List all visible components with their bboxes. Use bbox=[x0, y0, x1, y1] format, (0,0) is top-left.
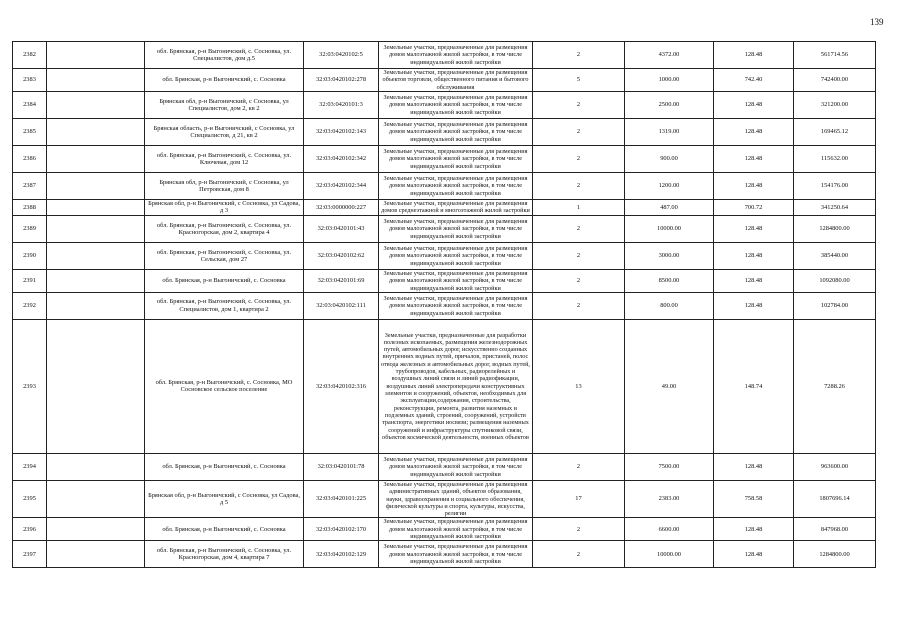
table-row bbox=[13, 172, 876, 199]
cadastral-number-cell: 32:03:0420102:111 bbox=[304, 292, 379, 319]
empty-cell bbox=[47, 172, 145, 199]
table-row bbox=[13, 42, 876, 69]
cadastral-number-cell: 32:03:0420102:342 bbox=[304, 145, 379, 172]
row-number-cell: 2383 bbox=[13, 69, 47, 92]
empty-cell bbox=[47, 242, 145, 269]
cadastral-number-cell: 32:03:0420101:69 bbox=[304, 269, 379, 292]
cadastral-value-cell: 847968.00 bbox=[794, 518, 876, 541]
empty-cell bbox=[47, 91, 145, 118]
land-use-cell: Земельные участки, предназначенные для размещения домов малоэтажной жилой застройки, в том числе индивидуальной жилой застройки bbox=[379, 242, 533, 269]
area-cell: 900.00 bbox=[625, 145, 714, 172]
cadastral-value-cell: 169465.12 bbox=[794, 118, 876, 145]
empty-cell bbox=[47, 69, 145, 92]
table-row bbox=[13, 480, 876, 518]
cadastral-value-cell: 341250.64 bbox=[794, 199, 876, 215]
address-cell: обл. Брянская, р-н Выгоничский, с. Сосновка bbox=[145, 269, 304, 292]
land-use-cell: Земельные участки, предназначенные для размещения объектов торговли, общественного питания и бытового обслуживания bbox=[379, 69, 533, 92]
specific-value-cell: 128.48 bbox=[714, 118, 794, 145]
table-row bbox=[13, 518, 876, 541]
cadastral-number-cell: 32:03:0420102:170 bbox=[304, 518, 379, 541]
cadastral-value-cell: 742400.00 bbox=[794, 69, 876, 92]
group-cell: 2 bbox=[533, 292, 625, 319]
specific-value-cell: 128.48 bbox=[714, 242, 794, 269]
address-cell: обл. Брянская, р-н Выгоничский, с. Сосновка, МО Сосновское сельское поселение bbox=[145, 319, 304, 453]
group-cell: 17 bbox=[533, 480, 625, 518]
address-cell: обл. Брянская, р-н Выгоничский, с. Сосновка, ул. Сельская, дом 27 bbox=[145, 242, 304, 269]
cadastral-number-cell: 32:03:0420102:316 bbox=[304, 319, 379, 453]
group-cell: 2 bbox=[533, 215, 625, 242]
group-cell: 2 bbox=[533, 145, 625, 172]
row-number-cell: 2396 bbox=[13, 518, 47, 541]
group-cell: 2 bbox=[533, 269, 625, 292]
address-cell: Брянская область, р-н Выгоничский, с Сосновка, ул Специалистов, д 21, кв 2 bbox=[145, 118, 304, 145]
cadastral-value-cell: 1807696.14 bbox=[794, 480, 876, 518]
address-cell: Брянская обл, р-н Выгоничский, с Сосновка, ул Садова, д 3 bbox=[145, 199, 304, 215]
cadastral-value-cell: 115632.00 bbox=[794, 145, 876, 172]
specific-value-cell: 128.48 bbox=[714, 172, 794, 199]
land-use-cell: Земельные участки, предназначенные для размещения домов малоэтажной жилой застройки, в том числе индивидуальной жилой застройки bbox=[379, 453, 533, 480]
specific-value-cell: 128.48 bbox=[714, 541, 794, 568]
specific-value-cell: 128.48 bbox=[714, 269, 794, 292]
table-row bbox=[13, 269, 876, 292]
cadastral-number-cell: 32:03:0420102:143 bbox=[304, 118, 379, 145]
specific-value-cell: 128.48 bbox=[714, 91, 794, 118]
land-use-cell: Земельные участки, предназначенные для разработки полезных ископаемых, размещения железнодорожных путей, автомобильных дорог, искусственно созданных внутренних водных путей, причалов, пристаней, полос отвода железных и автомобильных дорог, водных путей, трубопроводов, кабельных, радиорелейных и воздушных линий связи и линий радиофикации, воздушных линий электропередачи конструктивных элементов и сооружений, объектов, необходимых для эксплуатации,содержания, строительства, реконструкции, ремонта, развития наземных и подземных зданий, строений, сооружений, устройств транспорта, энергетики иосвязи; размещения наземных сооружений и инфраструктуры спутниковой связи, объектов космической деятельности, военных объектов bbox=[379, 319, 533, 453]
group-cell: 2 bbox=[533, 172, 625, 199]
cadastral-number-cell: 32:03:0420102:278 bbox=[304, 69, 379, 92]
table-row bbox=[13, 319, 876, 453]
area-cell: 2383.00 bbox=[625, 480, 714, 518]
area-cell: 4372.00 bbox=[625, 42, 714, 69]
cadastral-value-cell: 102784.00 bbox=[794, 292, 876, 319]
empty-cell bbox=[47, 269, 145, 292]
area-cell: 8500.00 bbox=[625, 269, 714, 292]
empty-cell bbox=[47, 480, 145, 518]
area-cell: 1000.00 bbox=[625, 69, 714, 92]
cadastral-number-cell: 32:03:0420102:62 bbox=[304, 242, 379, 269]
specific-value-cell: 148.74 bbox=[714, 319, 794, 453]
group-cell: 2 bbox=[533, 42, 625, 69]
row-number-cell: 2382 bbox=[13, 42, 47, 69]
empty-cell bbox=[47, 292, 145, 319]
cadastral-number-cell: 32:03:0420102:129 bbox=[304, 541, 379, 568]
cadastral-number-cell: 32:03:0420101:225 bbox=[304, 480, 379, 518]
address-cell: обл. Брянская, р-н Выгоничский, с. Сосновка bbox=[145, 518, 304, 541]
area-cell: 800.00 bbox=[625, 292, 714, 319]
cadastral-value-cell: 963600.00 bbox=[794, 453, 876, 480]
empty-cell bbox=[47, 541, 145, 568]
group-cell: 5 bbox=[533, 69, 625, 92]
cadastral-number-cell: 32:03:0420101:78 bbox=[304, 453, 379, 480]
address-cell: Брянская обл, р-н Выгоничский, с Сосновка, ул Садова, д 5 bbox=[145, 480, 304, 518]
cadastral-number-cell: 32:03:0420101:3 bbox=[304, 91, 379, 118]
table-row bbox=[13, 541, 876, 568]
cadastral-number-cell: 32:03:0420101:43 bbox=[304, 215, 379, 242]
cadastral-value-cell: 1284800.00 bbox=[794, 541, 876, 568]
specific-value-cell: 128.48 bbox=[714, 215, 794, 242]
specific-value-cell: 700.72 bbox=[714, 199, 794, 215]
row-number-cell: 2390 bbox=[13, 242, 47, 269]
cadastral-value-cell: 1092080.00 bbox=[794, 269, 876, 292]
group-cell: 2 bbox=[533, 518, 625, 541]
cadastral-value-cell: 321200.00 bbox=[794, 91, 876, 118]
cadastral-value-table bbox=[12, 41, 876, 568]
address-cell: обл. Брянская, р-н Выгоничский, с. Сосновка, ул. Ключевая, дом 12 bbox=[145, 145, 304, 172]
land-use-cell: Земельные участки, предназначенные для размещения домов малоэтажной жилой застройки, в том числе индивидуальной жилой застройки bbox=[379, 292, 533, 319]
cadastral-value-cell: 385440.00 bbox=[794, 242, 876, 269]
group-cell: 2 bbox=[533, 453, 625, 480]
row-number-cell: 2389 bbox=[13, 215, 47, 242]
area-cell: 10000.00 bbox=[625, 215, 714, 242]
land-use-cell: Земельные участки, предназначенные для размещения домов малоэтажной жилой застройки, в том числе индивидуальной жилой застройки bbox=[379, 91, 533, 118]
table-row bbox=[13, 91, 876, 118]
row-number-cell: 2393 bbox=[13, 319, 47, 453]
land-use-cell: Земельные участки, предназначенные для размещения домов малоэтажной жилой застройки, в том числе индивидуальной жилой застройки bbox=[379, 145, 533, 172]
row-number-cell: 2385 bbox=[13, 118, 47, 145]
empty-cell bbox=[47, 215, 145, 242]
specific-value-cell: 128.48 bbox=[714, 518, 794, 541]
area-cell: 3000.00 bbox=[625, 242, 714, 269]
land-use-cell: Земельные участки, предназначенные для размещения домов малоэтажной жилой застройки, в том числе индивидуальной жилой застройки bbox=[379, 269, 533, 292]
empty-cell bbox=[47, 145, 145, 172]
area-cell: 7500.00 bbox=[625, 453, 714, 480]
row-number-cell: 2394 bbox=[13, 453, 47, 480]
land-use-cell: Земельные участки, предназначенные для размещения домов малоэтажной жилой застройки, в том числе индивидуальной жилой застройки bbox=[379, 118, 533, 145]
land-use-cell: Земельные участки, предназначенные для размещения домов среднеэтажной и многоэтажной жилой застройки bbox=[379, 199, 533, 215]
cadastral-value-cell: 561714.56 bbox=[794, 42, 876, 69]
cadastral-value-cell: 154176.00 bbox=[794, 172, 876, 199]
group-cell: 2 bbox=[533, 541, 625, 568]
land-use-cell: Земельные участки, предназначенные для размещения домов малоэтажной жилой застройки, в том числе индивидуальной жилой застройки bbox=[379, 42, 533, 69]
group-cell: 13 bbox=[533, 319, 625, 453]
land-use-cell: Земельные участки, предназначенные для размещения домов малоэтажной жилой застройки, в том числе индивидуальной жилой застройки bbox=[379, 518, 533, 541]
land-use-cell: Земельные участки, предназначенные для размещения домов малоэтажной жилой застройки, в том числе индивидуальной жилой застройки bbox=[379, 541, 533, 568]
table-row bbox=[13, 215, 876, 242]
address-cell: обл. Брянская, р-н Выгоничский, с. Сосновка bbox=[145, 69, 304, 92]
row-number-cell: 2397 bbox=[13, 541, 47, 568]
group-cell: 2 bbox=[533, 91, 625, 118]
specific-value-cell: 758.58 bbox=[714, 480, 794, 518]
row-number-cell: 2392 bbox=[13, 292, 47, 319]
land-use-cell: Земельные участки, предназначенные для размещения домов малоэтажной жилой застройки, в том числе индивидуальной жилой застройки bbox=[379, 172, 533, 199]
group-cell: 1 bbox=[533, 199, 625, 215]
address-cell: Брянская обл, р-н Выгоничский, с Сосновка, ул Специалистов, дом 2, кв 2 bbox=[145, 91, 304, 118]
address-cell: обл. Брянская, р-н Выгоничский, с. Сосновка, ул. Красногорская, дом 4, квартира 7 bbox=[145, 541, 304, 568]
address-cell: обл. Брянская, р-н Выгоничский, с. Сосновка, ул. Специалистов, дом 1, квартира 2 bbox=[145, 292, 304, 319]
page-number: 139 bbox=[870, 17, 884, 27]
row-number-cell: 2386 bbox=[13, 145, 47, 172]
empty-cell bbox=[47, 453, 145, 480]
table-row bbox=[13, 453, 876, 480]
row-number-cell: 2391 bbox=[13, 269, 47, 292]
specific-value-cell: 742.40 bbox=[714, 69, 794, 92]
area-cell: 6600.00 bbox=[625, 518, 714, 541]
area-cell: 487.00 bbox=[625, 199, 714, 215]
land-use-cell: Земельные участки, предназначенные для размещения домов малоэтажной жилой застройки, в том числе индивидуальной жилой застройки bbox=[379, 215, 533, 242]
table-row bbox=[13, 145, 876, 172]
empty-cell bbox=[47, 518, 145, 541]
address-cell: обл. Брянская, р-н Выгоничский, с. Сосновка, ул. Красногорская, дом 2, квартира 4 bbox=[145, 215, 304, 242]
area-cell: 1319.00 bbox=[625, 118, 714, 145]
cadastral-value-cell: 1284800.00 bbox=[794, 215, 876, 242]
row-number-cell: 2384 bbox=[13, 91, 47, 118]
cadastral-value-cell: 7288.26 bbox=[794, 319, 876, 453]
table-row bbox=[13, 199, 876, 215]
area-cell: 10000.00 bbox=[625, 541, 714, 568]
row-number-cell: 2395 bbox=[13, 480, 47, 518]
empty-cell bbox=[47, 118, 145, 145]
cadastral-number-cell: 32:03:0000000:227 bbox=[304, 199, 379, 215]
group-cell: 2 bbox=[533, 242, 625, 269]
land-use-cell: Земельные участки, предназначенные для размещения административных зданий, объектов образования, науки, здравоохранения и социального обеспечения, физической культуры и спорта, культуры, искусства, религии bbox=[379, 480, 533, 518]
area-cell: 2500.00 bbox=[625, 91, 714, 118]
empty-cell bbox=[47, 199, 145, 215]
address-cell: обл. Брянская, р-н Выгоничский, с. Сосновка bbox=[145, 453, 304, 480]
address-cell: Брянская обл, р-н Выгоничский, с Сосновка, ул Петровская, дом 8 bbox=[145, 172, 304, 199]
row-number-cell: 2388 bbox=[13, 199, 47, 215]
empty-cell bbox=[47, 42, 145, 69]
table-row bbox=[13, 292, 876, 319]
address-cell: обл. Брянская, р-н Выгоничский, с. Сосновка, ул. Специалистов, дом д.5 bbox=[145, 42, 304, 69]
table-row bbox=[13, 69, 876, 92]
row-number-cell: 2387 bbox=[13, 172, 47, 199]
specific-value-cell: 128.48 bbox=[714, 453, 794, 480]
table-row bbox=[13, 242, 876, 269]
cadastral-number-cell: 32:03:0420102:5 bbox=[304, 42, 379, 69]
specific-value-cell: 128.48 bbox=[714, 145, 794, 172]
empty-cell bbox=[47, 319, 145, 453]
area-cell: 49.00 bbox=[625, 319, 714, 453]
group-cell: 2 bbox=[533, 118, 625, 145]
table-row bbox=[13, 118, 876, 145]
cadastral-number-cell: 32:03:0420102:344 bbox=[304, 172, 379, 199]
specific-value-cell: 128.48 bbox=[714, 292, 794, 319]
specific-value-cell: 128.48 bbox=[714, 42, 794, 69]
area-cell: 1200.00 bbox=[625, 172, 714, 199]
